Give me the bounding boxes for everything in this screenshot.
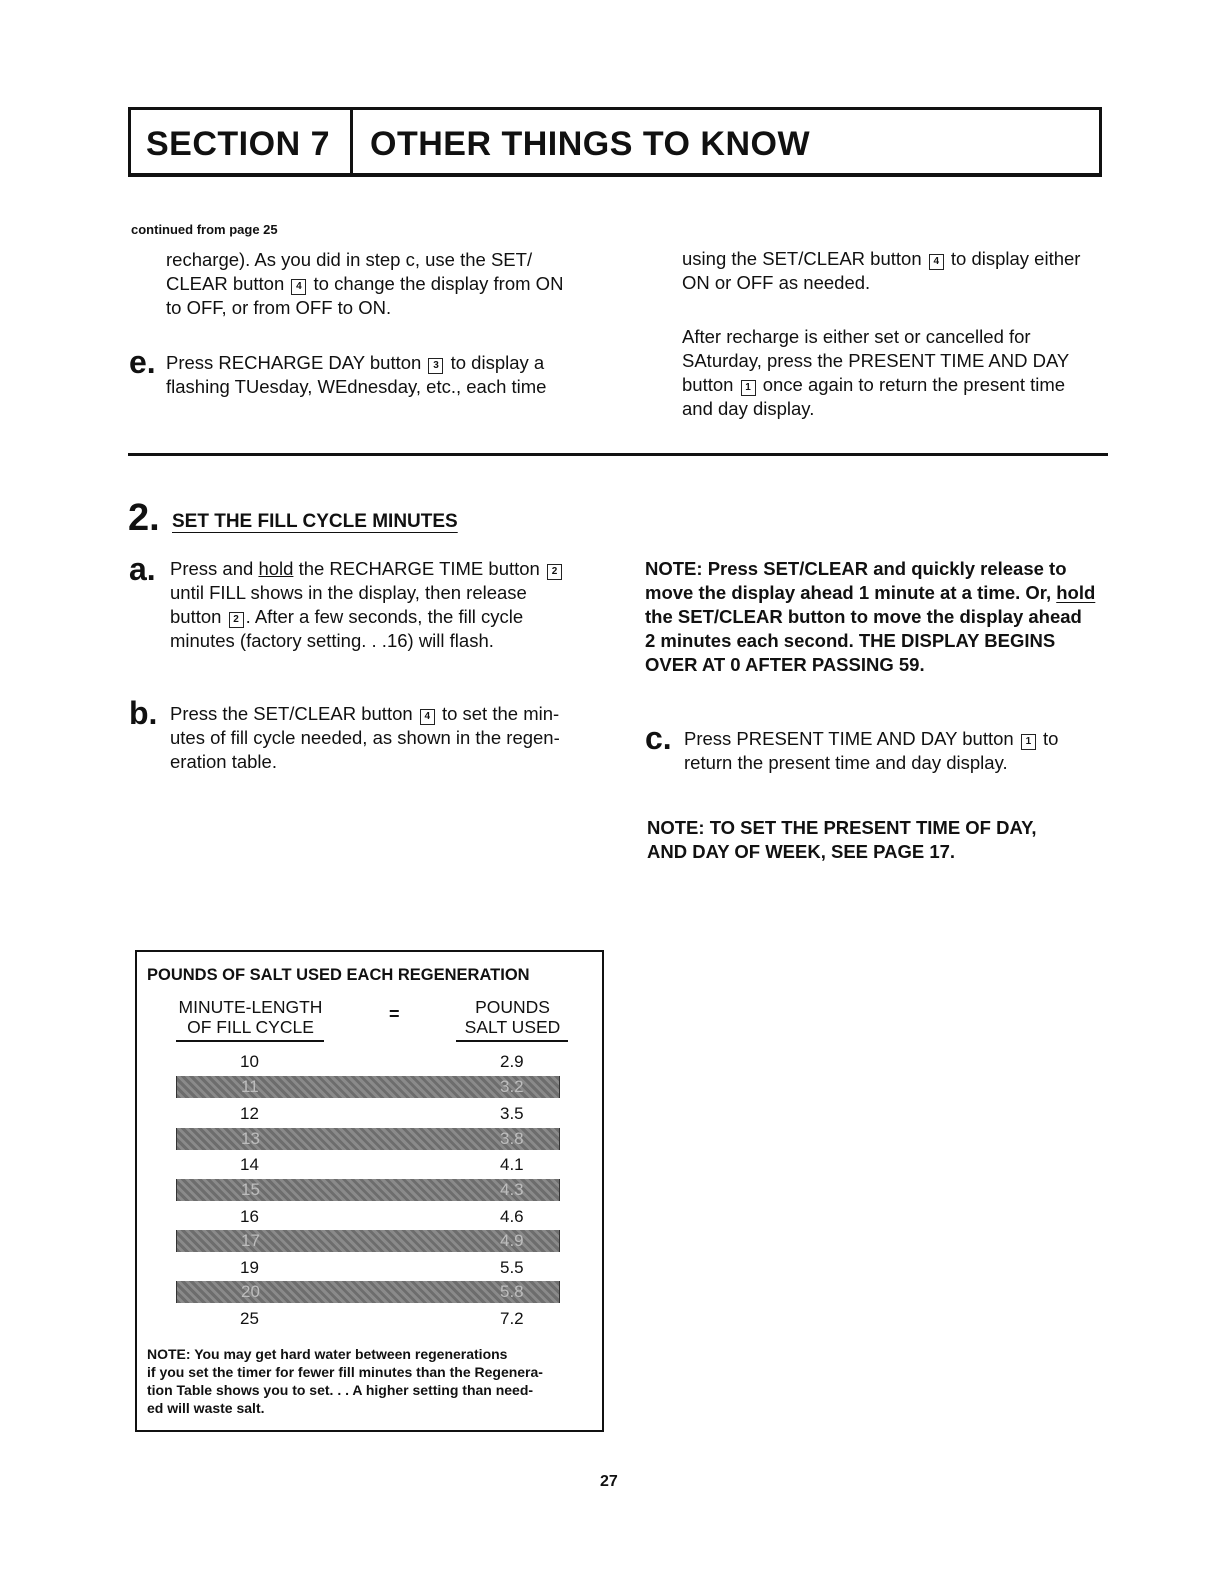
col-header-pounds: POUNDS SALT USED [464, 997, 561, 1037]
row-minutes: 19 [240, 1258, 259, 1277]
note-present-time: NOTE: TO SET THE PRESENT TIME OF DAY, AND DAY OF WEEK, SEE PAGE 17. [647, 817, 1037, 862]
table-title: POUNDS OF SALT USED EACH REGENERATION [147, 966, 530, 984]
col-header-minutes-underline [176, 1040, 324, 1042]
section-divider [128, 453, 1108, 456]
recharge-time-button-icon: 2 [547, 564, 562, 580]
set-clear-button-icon: 4 [291, 279, 306, 295]
row-pounds: 7.2 [500, 1309, 524, 1328]
table-row-shaded: 13 3.8 [176, 1128, 560, 1150]
equals-sign: = [389, 1004, 400, 1024]
recharge-time-button-icon: 2 [229, 612, 244, 628]
section-title: OTHER THINGS TO KNOW [370, 125, 811, 163]
row-pounds: 2.9 [500, 1052, 524, 1071]
row-minutes: 12 [240, 1104, 259, 1123]
step-e-letter: e. [129, 344, 156, 380]
step-c-text: Press PRESENT TIME AND DAY button 1 to return the present time and day display. [684, 728, 1059, 773]
col-header-pounds-underline [456, 1040, 568, 1042]
step-b-letter: b. [129, 695, 158, 731]
row-minutes: 25 [240, 1309, 259, 1328]
present-time-button-icon: 1 [1021, 734, 1036, 750]
row-minutes: 16 [240, 1207, 259, 1226]
top-right-paragraph-2: After recharge is either set or cancelled for SAturday, press the PRESENT TIME AND DAY button 1 once again to return the present time and day display. [682, 326, 1070, 419]
top-left-paragraph: recharge). As you did in step c, use the SET/ CLEAR button 4 to change the display from ON to OFF, or from OFF to ON. [166, 249, 564, 318]
row-pounds: 5.5 [500, 1258, 524, 1277]
row-pounds: 4.6 [500, 1207, 524, 1226]
set-clear-button-icon: 4 [929, 254, 944, 270]
row-minutes: 10 [240, 1052, 259, 1071]
row-pounds: 4.1 [500, 1155, 524, 1174]
note-set-clear: NOTE: Press SET/CLEAR and quickly release to move the display ahead 1 minute at a time. Or, hold the SET/CLEAR button to move the display ahead 2 minutes each second. THE DISPLAY BEGINS OVER AT 0 AFTER PASSING 59. [645, 558, 1096, 675]
table-note: NOTE: You may get hard water between regenerations if you set the timer for fewer fill minutes than the Regenera- tion Table shows you to set. . . A higher setting than need- ed will waste salt. [147, 1346, 543, 1416]
recharge-day-button-icon: 3 [428, 358, 443, 374]
row-pounds: 3.5 [500, 1104, 524, 1123]
page-number: 27 [600, 1473, 618, 1490]
step-a-text: Press and hold the RECHARGE TIME button 2 until FILL shows in the display, then release button 2 . After a few seconds, the fill cycle minutes (factory setting. . .16) will flash. [170, 557, 602, 653]
section-header-divider [350, 107, 353, 177]
table-row-shaded: 11 3.2 [176, 1076, 560, 1098]
section-number: SECTION 7 [146, 125, 330, 163]
step-b-text: Press the SET/CLEAR button 4 to set the min- utes of fill cycle needed, as shown in the regen- eration table. [170, 703, 560, 772]
row-minutes: 14 [240, 1155, 259, 1174]
step-2-number: 2. [128, 497, 160, 539]
present-time-button-icon: 1 [741, 380, 756, 396]
continued-note: continued from page 25 [131, 222, 278, 237]
step-a-letter: a. [129, 551, 156, 587]
col-header-minutes: MINUTE-LENGTH OF FILL CYCLE [178, 997, 323, 1037]
set-clear-button-icon: 4 [420, 709, 435, 725]
top-right-paragraph-1: using the SET/CLEAR button 4 to display either ON or OFF as needed. [682, 248, 1081, 293]
table-row-shaded: 17 4.9 [176, 1230, 560, 1252]
table-row-shaded: 15 4.3 [176, 1179, 560, 1201]
step-2-title: SET THE FILL CYCLE MINUTES [172, 511, 458, 532]
step-c-letter: c. [645, 720, 672, 756]
table-row-shaded: 20 5.8 [176, 1281, 560, 1303]
step-e-text: Press RECHARGE DAY button 3 to display a flashing TUesday, WEdnesday, etc., each time [166, 352, 547, 397]
